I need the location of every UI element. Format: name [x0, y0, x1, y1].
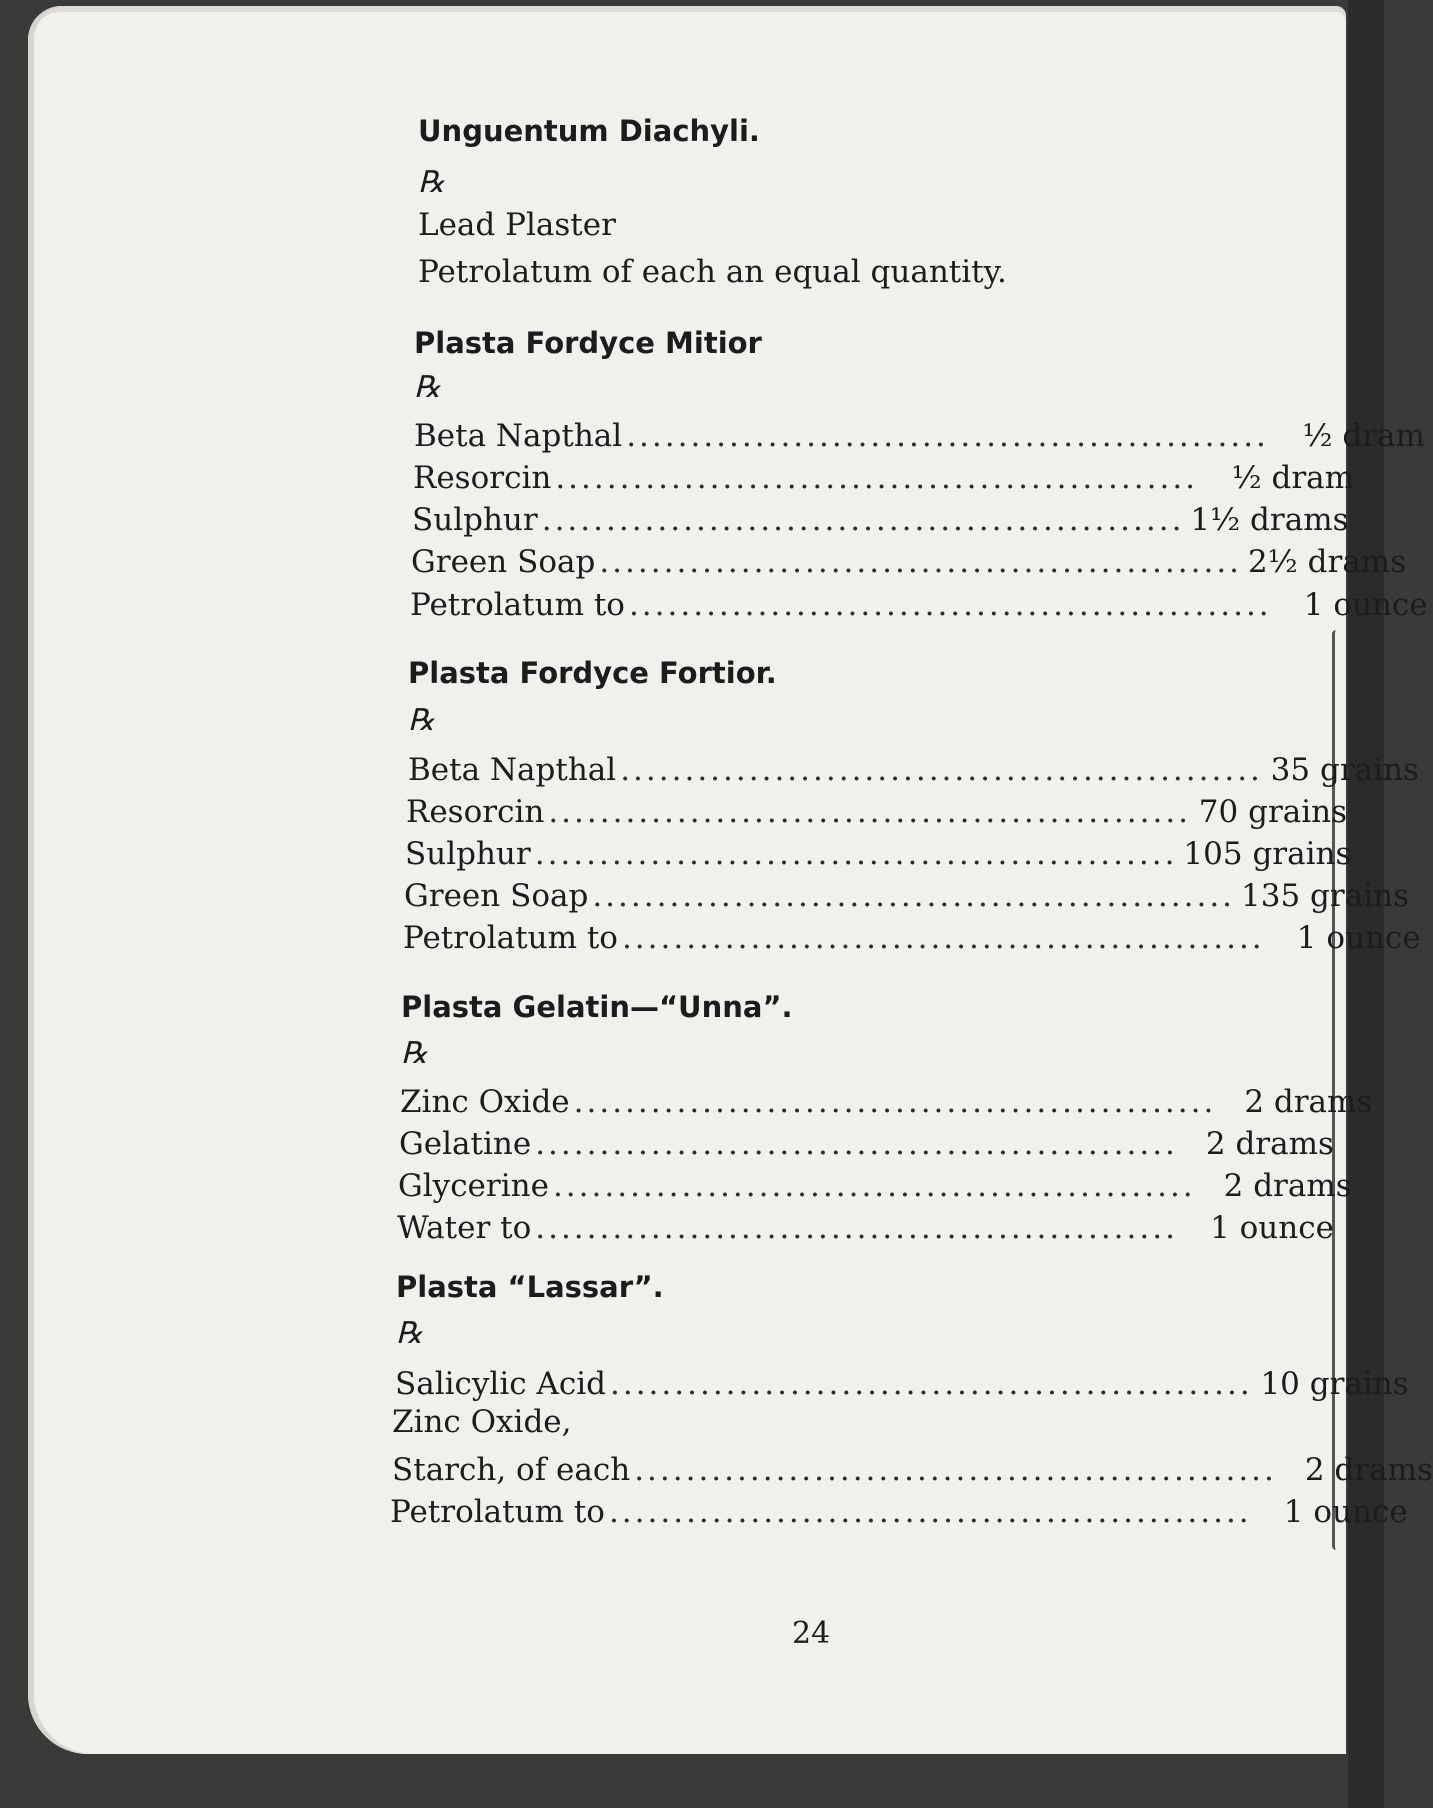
ingredient-amount: 70 grains: [1198, 794, 1348, 830]
ingredient-name: Beta Napthal: [408, 752, 617, 788]
ingredient-name: Petrolatum to: [390, 1494, 605, 1530]
dot-leader: ..................................................: [535, 1126, 1178, 1162]
dot-leader: ..................................................: [620, 752, 1263, 788]
formula-title: Plasta Gelatin—“Unna”.: [401, 990, 793, 1024]
ingredient-amount: ½ dram: [1231, 460, 1355, 496]
ingredient-name: Water to: [397, 1210, 532, 1246]
rx-symbol: ℞: [414, 370, 441, 405]
ingredient-amount: 2 drams: [1304, 1452, 1433, 1488]
dot-leader: ..................................................: [541, 502, 1185, 538]
ingredient-row: [398, 1164, 1352, 1204]
dot-leader: ..................................................: [573, 1084, 1217, 1120]
ingredient-name: Gelatine: [399, 1126, 532, 1162]
ingredient-amount: 1 ounce: [1283, 1494, 1408, 1530]
rx-symbol: ℞: [418, 165, 445, 200]
ingredient-name: Zinc Oxide,: [392, 1404, 572, 1440]
ingredient-name: Salicylic Acid: [395, 1366, 606, 1402]
ingredient-row: [392, 1448, 1433, 1488]
dot-leader: ..................................................: [534, 836, 1178, 872]
dot-leader: ..................................................: [609, 1366, 1253, 1402]
formula-line: Petrolatum of each an equal quantity.: [418, 254, 1007, 290]
ingredient-row: [412, 498, 1349, 538]
ingredient-name: Zinc Oxide: [400, 1084, 570, 1120]
formula-line: Lead Plaster: [418, 207, 616, 243]
formula-title: Unguentum Diachyli.: [418, 114, 760, 148]
ingredient-row: [399, 1122, 1334, 1162]
dot-leader: ..................................................: [608, 1494, 1252, 1530]
ingredient-amount: 1½ drams: [1190, 502, 1349, 538]
dot-leader: ..................................................: [592, 878, 1236, 914]
ingredient-amount: 2 drams: [1223, 1168, 1352, 1204]
ingredient-row: [390, 1490, 1408, 1530]
formula-title: Plasta “Lassar”.: [396, 1270, 664, 1304]
ingredient-row: [411, 540, 1407, 580]
ingredient-amount: 1 ounce: [1303, 587, 1428, 623]
ingredient-name: Beta Napthal: [414, 418, 623, 454]
ingredient-amount: 105 grains: [1183, 836, 1352, 872]
ingredient-row: [414, 414, 1425, 454]
ingredient-amount: 2 drams: [1205, 1126, 1334, 1162]
ingredient-name: Sulphur: [405, 836, 531, 872]
ingredient-name: Petrolatum to: [410, 587, 625, 623]
ingredient-name: Petrolatum to: [403, 920, 618, 956]
ingredient-amount: 1 ounce: [1296, 920, 1421, 956]
rx-symbol: ℞: [401, 1036, 428, 1071]
dot-leader: ..................................................: [548, 794, 1192, 830]
ingredient-name: Resorcin: [413, 460, 552, 496]
dot-leader: ..................................................: [634, 1452, 1277, 1488]
ingredient-name: Sulphur: [412, 502, 538, 538]
formula-title: Plasta Fordyce Fortior.: [408, 656, 777, 690]
ingredient-amount: 1 ounce: [1210, 1210, 1334, 1246]
ingredient-amount: 2 drams: [1244, 1084, 1373, 1120]
rx-symbol: ℞: [408, 703, 435, 738]
ingredient-name: Green Soap: [411, 544, 596, 580]
dot-leader: ..................................................: [535, 1210, 1178, 1246]
dot-leader: ..................................................: [621, 920, 1265, 956]
dot-leader: ..................................................: [552, 1168, 1196, 1204]
ingredient-row: [403, 916, 1421, 956]
dot-leader: ..................................................: [626, 418, 1269, 454]
ingredient-amount: 10 grains: [1260, 1366, 1409, 1402]
ingredient-row: [405, 832, 1352, 872]
formula-title: Plasta Fordyce Mitior: [414, 326, 762, 360]
dot-leader: ..................................................: [599, 544, 1243, 580]
dot-leader: ..................................................: [555, 460, 1199, 496]
ingredient-name: Starch, of each: [392, 1452, 631, 1488]
ingredient-amount: 2½ drams: [1248, 544, 1407, 580]
ingredient-row: [404, 874, 1409, 914]
ingredient-name: Glycerine: [398, 1168, 549, 1204]
ingredient-name: Resorcin: [406, 794, 545, 830]
ingredient-row: [413, 456, 1355, 496]
ingredient-amount: ½ dram: [1302, 418, 1425, 454]
ingredient-row: [408, 748, 1419, 788]
ingredient-row: [400, 1080, 1373, 1120]
ingredient-row: [397, 1206, 1334, 1246]
page-number: 24: [792, 1616, 831, 1651]
ingredient-row: [406, 790, 1348, 830]
ingredient-amount: 35 grains: [1270, 752, 1419, 788]
ingredient-amount: 135 grains: [1241, 878, 1409, 914]
ingredient-row: [395, 1362, 1409, 1402]
rx-symbol: ℞: [396, 1316, 423, 1351]
ingredient-row: [410, 583, 1428, 623]
ingredient-name: Green Soap: [404, 878, 589, 914]
dot-leader: ..................................................: [628, 587, 1272, 623]
